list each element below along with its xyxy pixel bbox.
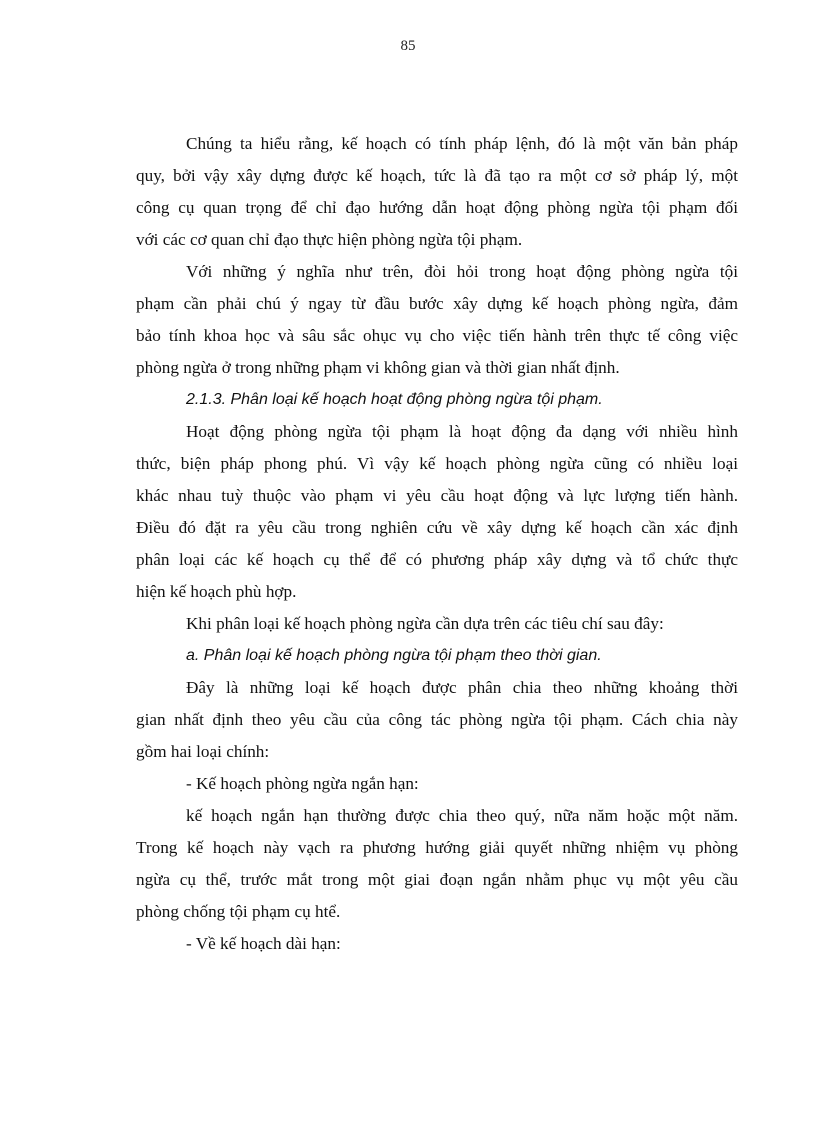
text-line: Khi phân loại kế hoạch phòng ngừa cần dựa trên các tiêu chí sau đây: xyxy=(186,614,664,633)
list-item: - Kế hoạch phòng ngừa ngắn hạn: xyxy=(186,774,419,793)
text-line: ngừa cụ thể, trước mắt trong một giai đoạn ngắn nhằm phục vụ một yêu cầu xyxy=(136,870,738,889)
text-line: phạm cần phải chú ý ngay từ đầu bước xây dựng kế hoạch phòng ngừa, đảm xyxy=(136,294,738,313)
text-line: thức, biện pháp phong phú. Vì vậy kế hoạch phòng ngừa cũng có nhiều loại xyxy=(136,454,738,473)
text-line: Hoạt động phòng ngừa tội phạm là hoạt động đa dạng với nhiều hình xyxy=(186,422,738,441)
text-line: với các cơ quan chỉ đạo thực hiện phòng ngừa tội phạm. xyxy=(136,230,523,249)
list-item: - Về kế hoạch dài hạn: xyxy=(186,934,341,953)
text-line: phòng ngừa ở trong những phạm vi không gian và thời gian nhất định. xyxy=(136,358,620,377)
text-line: Chúng ta hiểu rằng, kế hoạch có tính pháp lệnh, đó là một văn bản pháp xyxy=(186,134,738,153)
text-line: phòng chống tội phạm cụ htể. xyxy=(136,902,341,921)
text-line: công cụ quan trọng để chỉ đạo hướng dẫn hoạt động phòng ngừa tội phạm đối xyxy=(136,198,738,217)
text-line: gồm hai loại chính: xyxy=(136,742,270,761)
text-line: Điều đó đặt ra yêu cầu trong nghiên cứu về xây dựng kế hoạch cần xác định xyxy=(136,518,738,537)
text-line: gian nhất định theo yêu cầu của công tác phòng ngừa tội phạm. Cách chia này xyxy=(136,710,738,729)
text-line: kế hoạch ngắn hạn thường được chia theo quý, nữa năm hoặc một năm. xyxy=(186,806,738,825)
text-line: Trong kế hoạch này vạch ra phương hướng giải quyết những nhiệm vụ phòng xyxy=(136,838,738,857)
text-line: Đây là những loại kế hoạch được phân chia theo những khoảng thời xyxy=(186,678,738,697)
text-line: quy, bởi vậy xây dựng được kế hoạch, tức là đã tạo ra một cơ sở pháp lý, một xyxy=(136,166,738,185)
section-heading: 2.1.3. Phân loại kế hoạch hoạt động phòng ngừa tội phạm. xyxy=(186,391,603,408)
text-line: bảo tính khoa học và sâu sắc ohục vụ cho việc tiến hành trên thực tế công việc xyxy=(136,326,738,345)
subsection-heading: a. Phân loại kế hoạch phòng ngừa tội phạm theo thời gian. xyxy=(186,647,602,664)
text-line: Với những ý nghĩa như trên, đòi hỏi trong hoạt động phòng ngừa tội xyxy=(186,262,738,281)
page-number: 85 xyxy=(400,38,416,54)
text-line: hiện kế hoạch phù hợp. xyxy=(136,582,297,601)
document-body xyxy=(136,128,738,960)
text-line: khác nhau tuỳ thuộc vào phạm vi yêu cầu hoạt động và lực lượng tiến hành. xyxy=(136,486,738,505)
text-line: phân loại các kế hoạch cụ thể để có phương pháp xây dựng và tổ chức thực xyxy=(136,550,738,569)
